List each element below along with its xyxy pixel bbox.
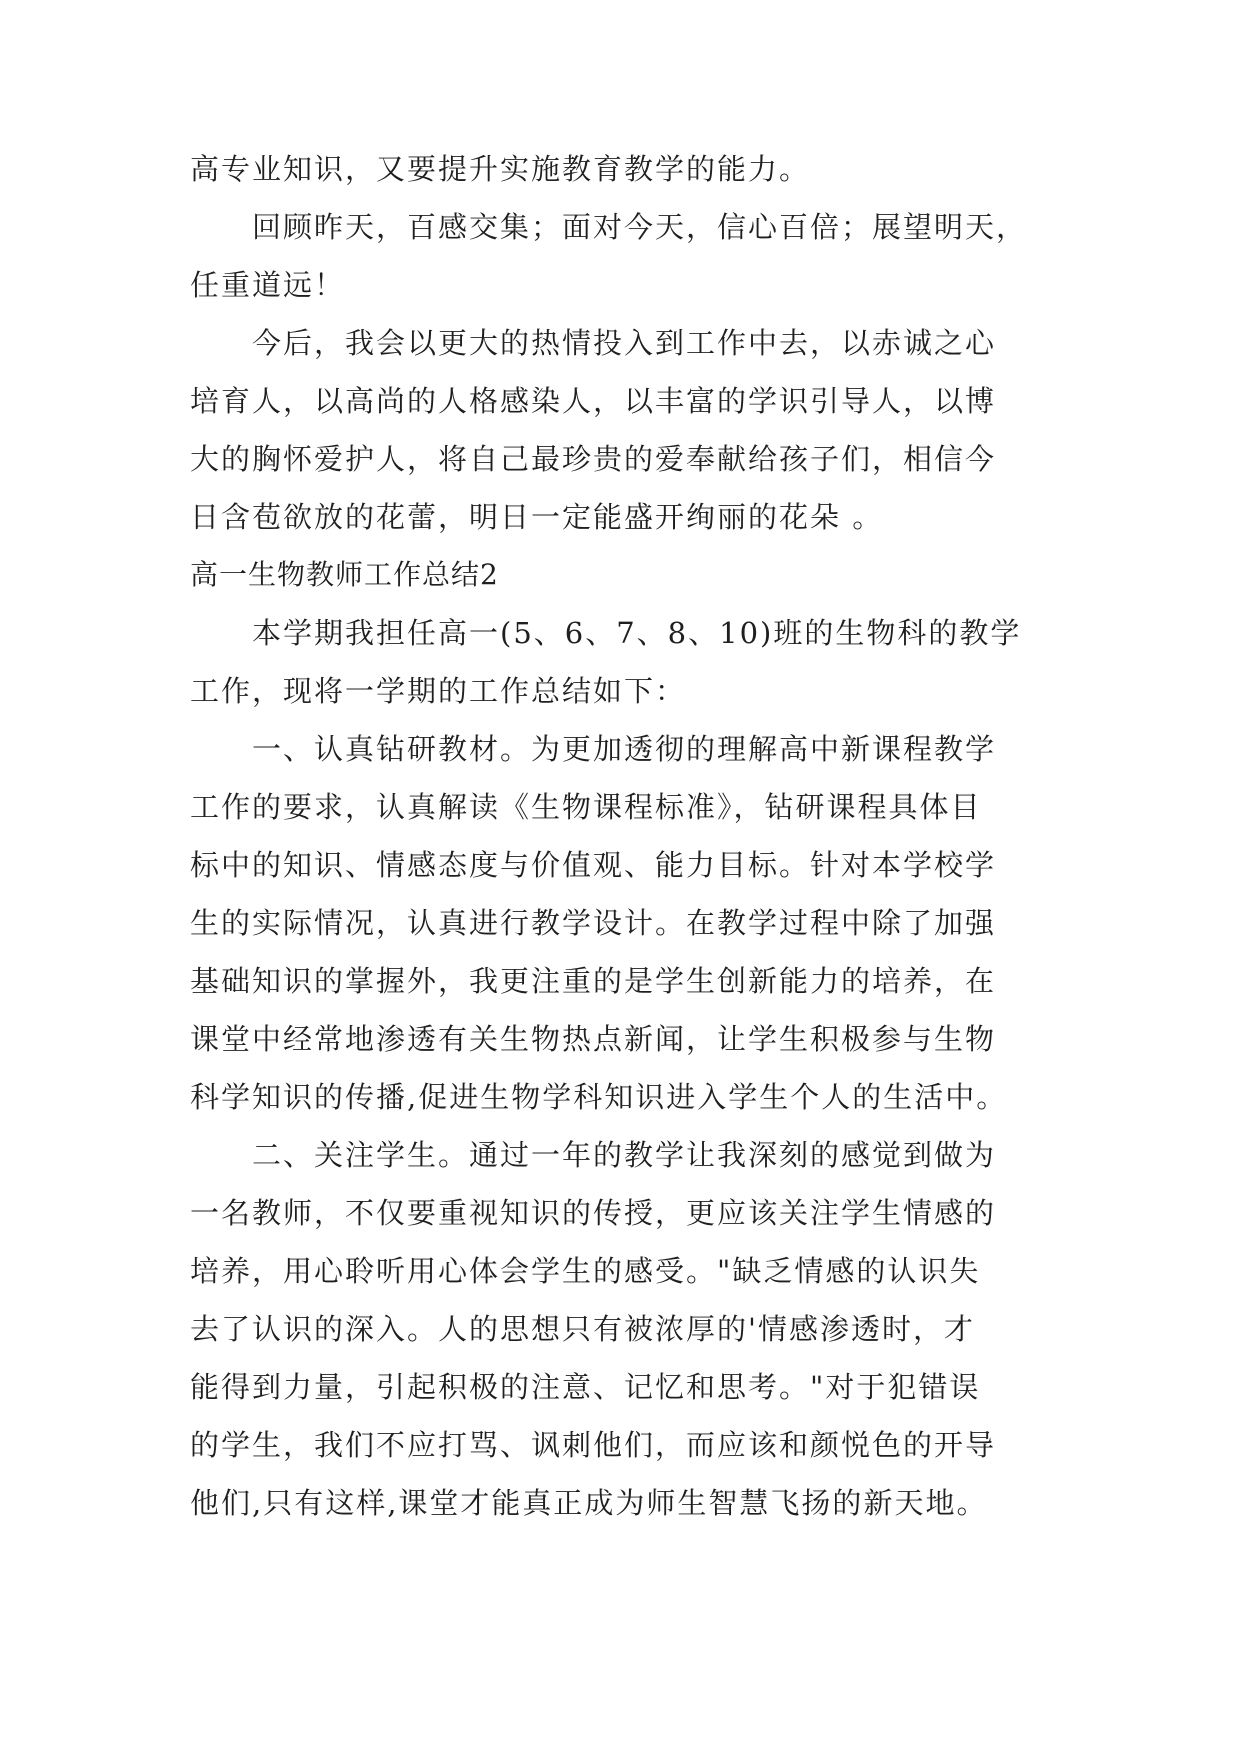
text-line: 课堂中经常地渗透有关生物热点新闻，让学生积极参与生物 xyxy=(190,1022,997,1056)
text-line: 任重道远！ xyxy=(190,268,346,302)
text-line: 二、关注学生。通过一年的教学让我深刻的感觉到做为 xyxy=(252,1138,997,1172)
text-line: 培育人，以高尚的人格感染人，以丰富的学识引导人，以博 xyxy=(190,384,997,418)
text-line: 能得到力量，引起积极的注意、记忆和思考。"对于犯错误 xyxy=(190,1370,981,1404)
text-line: 生的实际情况，认真进行教学设计。在教学过程中除了加强 xyxy=(190,906,997,940)
text-line: 高专业知识，又要提升实施教育教学的能力。 xyxy=(190,152,811,186)
text-line: 日含苞欲放的花蕾，明日一定能盛开绚丽的花朵 。 xyxy=(190,500,884,534)
text-line: 大的胸怀爱护人，将自己最珍贵的爱奉献给孩子们，相信今 xyxy=(190,442,997,476)
text-line: 基础知识的掌握外，我更注重的是学生创新能力的培养，在 xyxy=(190,964,997,998)
text-line: 他们,只有这样,课堂才能真正成为师生智慧飞扬的新天地。 xyxy=(190,1486,988,1520)
text-line: 一名教师，不仅要重视知识的传授，更应该关注学生情感的 xyxy=(190,1196,997,1230)
text-line: 今后，我会以更大的热情投入到工作中去，以赤诚之心 xyxy=(252,326,997,360)
text-line: 的学生，我们不应打骂、讽刺他们，而应该和颜悦色的开导 xyxy=(190,1428,997,1462)
section-heading: 高一生物教师工作总结2 xyxy=(190,558,499,591)
text-line: 培养，用心聆听用心体会学生的感受。"缺乏情感的认识失 xyxy=(190,1254,981,1288)
text-line: 去了认识的深入。人的思想只有被浓厚的'情感渗透时，才 xyxy=(190,1312,975,1346)
text-line: 标中的知识、情感态度与价值观、能力目标。针对本学校学 xyxy=(190,848,997,882)
text-line: 一、认真钻研教材。为更加透彻的理解高中新课程教学 xyxy=(252,732,997,766)
text-line: 回顾昨天，百感交集；面对今天，信心百倍；展望明天， xyxy=(252,210,1028,244)
document-body xyxy=(190,140,1050,1532)
text-line: 本学期我担任高一(5、6、7、8、10)班的生物科的教学 xyxy=(252,616,1022,650)
text-line: 科学知识的传播,促进生物学科知识进入学生个人的生活中。 xyxy=(190,1080,1008,1114)
text-line: 工作的要求，认真解读《生物课程标准》，钻研课程具体目 xyxy=(190,790,982,824)
text-line: 工作，现将一学期的工作总结如下： xyxy=(190,674,687,708)
